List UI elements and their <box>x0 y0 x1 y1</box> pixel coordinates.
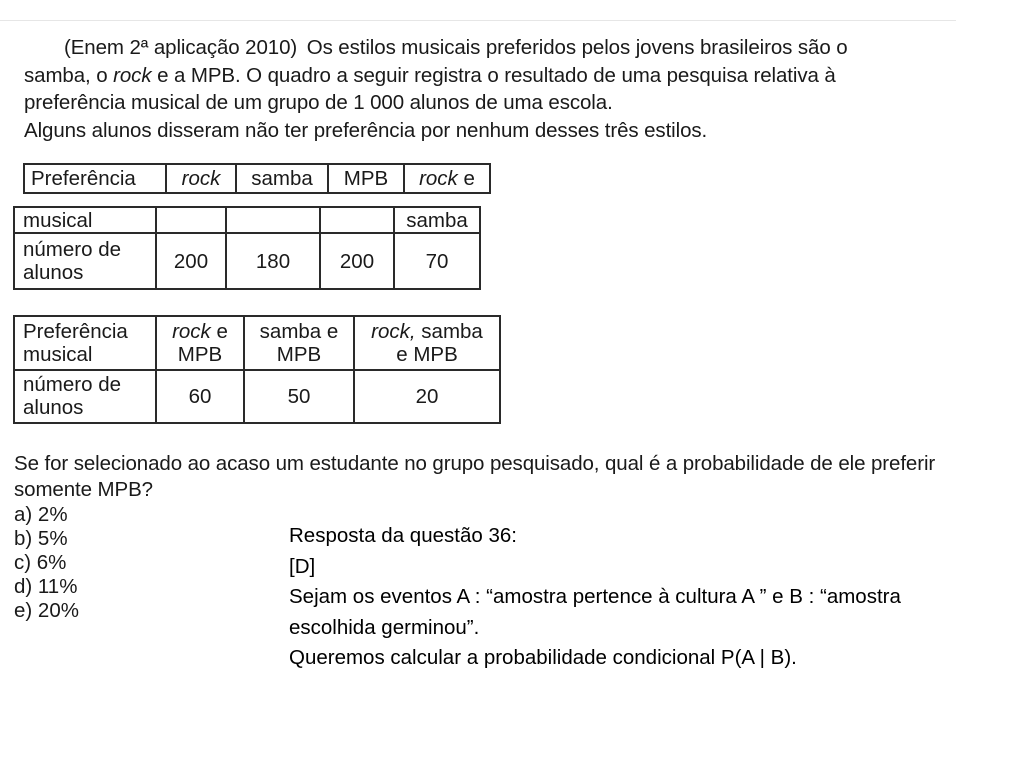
option-c: c) 6% <box>14 551 67 574</box>
table-header-cell <box>354 316 500 370</box>
header-italic: rock <box>172 319 211 343</box>
table-cell: 60 <box>156 370 244 424</box>
answer-line: Queremos calcular a probabilidade condicional P(A | B). <box>289 646 797 669</box>
table-cell: 180 <box>226 233 320 289</box>
answer-title: Resposta da questão 36: <box>289 524 517 547</box>
table-header-cell: MPB <box>328 164 404 193</box>
header-text: samba e MPB <box>396 319 483 366</box>
table-cell: número de alunos <box>14 370 156 424</box>
preference-table-header <box>23 163 491 194</box>
intro-text: e a MPB. O quadro a seguir registra o resultado de uma pesquisa relativa à <box>157 63 836 87</box>
header-italic: rock <box>181 167 221 190</box>
intro-italic-rock: rock <box>113 63 152 87</box>
table-cell: 200 <box>320 233 394 289</box>
intro-line-2 <box>24 62 959 90</box>
intro-line-1 <box>24 34 959 62</box>
answer-line: Sejam os eventos A : “amostra pertence à cultura A ” e B : “amostra <box>289 585 901 608</box>
table-cell <box>226 207 320 233</box>
table-header-cell: Preferência musical <box>14 316 156 370</box>
header-italic: rock, <box>371 319 416 343</box>
header-italic: rock <box>419 167 458 190</box>
table-cell: 20 <box>354 370 500 424</box>
table-header-cell <box>156 316 244 370</box>
table-row <box>14 233 480 289</box>
option-e: e) 20% <box>14 599 79 622</box>
table-cell: 200 <box>156 233 226 289</box>
table-cell: samba <box>394 207 480 233</box>
option-d: d) 11% <box>14 575 78 598</box>
table-cell: número de alunos <box>14 233 156 289</box>
answer-text-box <box>289 521 1009 674</box>
table-header-cell: samba e MPB <box>244 316 354 370</box>
table-cell <box>320 207 394 233</box>
exam-source: (Enem 2ª aplicação 2010) <box>64 36 298 59</box>
header-text: e MPB <box>177 319 228 366</box>
table-cell: 50 <box>244 370 354 424</box>
top-divider <box>0 20 956 21</box>
table-row <box>14 316 500 370</box>
table-header-cell: samba <box>236 164 328 193</box>
question-text: Se for selecionado ao acaso um estudante no grupo pesquisado, qual é a probabilidade de ele preferir somente MPB? <box>14 452 936 501</box>
intro-text: samba, o <box>24 63 108 87</box>
preference-table-values <box>13 206 481 290</box>
header-text: e <box>463 167 475 190</box>
intro-line-3: preferência musical de um grupo de 1 000 alunos de uma escola. <box>24 91 613 114</box>
table-cell: 70 <box>394 233 480 289</box>
table-row <box>14 207 480 233</box>
answer-key: [D] <box>289 554 316 578</box>
answer-line: escolhida germinou”. <box>289 615 480 639</box>
option-a: a) 2% <box>14 503 68 526</box>
option-b: b) 5% <box>14 527 68 550</box>
table-row <box>14 370 500 424</box>
table-cell <box>156 207 226 233</box>
intro-line-4: Alguns alunos disseram não ter preferência por nenhum desses três estilos. <box>24 118 708 142</box>
table-header-cell <box>166 164 236 193</box>
exam-intro <box>24 34 959 144</box>
intro-text: Os estilos musicais preferidos pelos jovens brasileiros são o <box>306 36 848 59</box>
table-cell: musical <box>14 207 156 233</box>
table-header-cell <box>404 164 490 193</box>
table-header-cell: Preferência <box>24 164 166 193</box>
combined-preference-table <box>13 315 501 424</box>
answer-options <box>14 503 79 623</box>
